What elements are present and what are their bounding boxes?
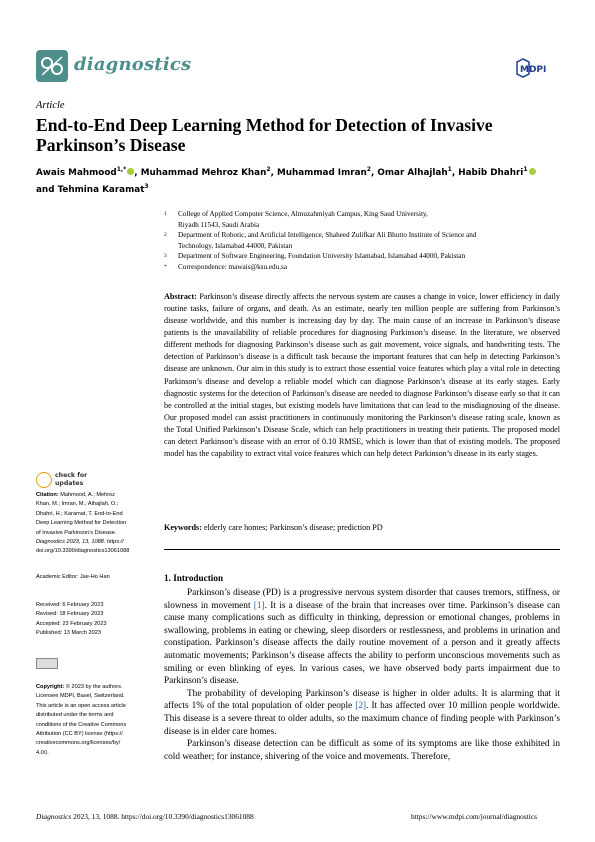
article-type: Article xyxy=(36,100,65,111)
orcid-icon xyxy=(529,168,536,175)
license-link[interactable]: creativecommons.org/licenses/by/ xyxy=(36,740,121,747)
check-updates-link[interactable]: check for updates xyxy=(55,472,88,487)
mdpi-logo xyxy=(515,58,553,78)
citation-link[interactable]: [2] xyxy=(355,701,367,712)
introduction-body xyxy=(164,587,560,763)
author-list: Awais Mahmood$^{1,*}$ , Muhammad Mehroz Khan$^2$, Muhammad Imran$^2$, Omar Alhajlah$^1$, Habib Dhahri$^1$ and Tehmina Karamat$^3$ xyxy=(36,163,561,197)
published-date: Published: 13 March 2023 xyxy=(36,630,101,637)
keywords-text: elderly care homes; Parkinson’s disease; prediction PD xyxy=(203,523,383,532)
title-line: End-to-End Deep Learning Method for Detection of Invasive xyxy=(36,115,493,135)
copyright-block: Copyright: © 2023 by the authors. Licensee MDPI, Basel, Switzerland. This article is an open access article distributed under the terms and conditions of the Creative Commons Attribution (CC BY) license (https:// creativecommons.org/licenses/by/ 4.0/). xyxy=(36,684,127,756)
title-line: Parkinson’s Disease xyxy=(36,135,186,155)
received-date: Received: 6 February 2023 xyxy=(36,602,104,608)
accepted-date: Accepted: 23 February 2023 xyxy=(36,620,107,627)
abstract xyxy=(164,291,560,460)
keywords xyxy=(164,522,560,534)
author: Omar Alhajlah xyxy=(377,167,448,178)
footer-url[interactable]: https://www.mdpi.com/journal/diagnostics xyxy=(411,812,537,821)
paragraph: The probability of developing Parkinson’s disease is higher in older adults. It is alarming that it affects 1% of the total population of older people [2]. It has affected over 10 million people worldwide. This disease is a severe threat to older adults, so the maximum chance of finding people with Parkinson’s disease is in elder care homes. xyxy=(164,688,560,737)
check-updates-icon[interactable] xyxy=(36,472,52,488)
abstract-label: Abstract: xyxy=(164,292,197,301)
academic-editor: Academic Editor: Jae-Ho Han xyxy=(36,574,110,580)
affiliations: 1 College of Applied Computer Science, Almuzahmiyah Campus, King Saud University, Riyadh 11543, Saudi Arabia 2 Department of Robotic, and Artificial Intelligence, Shaheed Zulifkar Ali Bhutto Institute of Science and Technology, Islamabad 44000, Pakistan 3 Department of Software Engineering, Foundation University Islamabad, Islamabad 44000, Pakistan * Correspondence: mawais@ksu.edu.sa xyxy=(164,210,477,271)
paragraph: Parkinson’s disease detection can be difficult as some of its symptoms are like those exhibited in cold weather; for instance, shivering of the voice and movements. Therefore, xyxy=(164,739,560,762)
publisher-logo-text: MDPI xyxy=(520,65,547,75)
divider xyxy=(164,549,560,550)
cc-by-badge-icon xyxy=(36,658,58,669)
section-heading: 1. Introduction xyxy=(164,573,224,583)
abstract-text: Parkinson’s disease directly affects the nervous system are causes a change in voice, lower efficiency in daily routine tasks, failure of organs, and death. As an estimate, nearly ten million people are suffering from Parkinson’s disease worldwide, and this number is increasing day by day. The main cause of an increase in Parkinson’s disease patients is the unavailability of reliable procedures for diagnosing Parkinson’s disease. In the literature, we observed different methods for diagnosing Parkinson’s disease such as gait movement, voice signals, and handwriting tests. The detection of Parkinson’s disease is a difficult task because the important features that can help in detecting Parkinson’s disease are unknown. Our aim in this study is to extract those essential voice features which play a vital role in detecting Parkinson’s disease and develop a reliable model which can diagnose Parkinson’s disease at its early stages. Early diagnostic systems for the detection of Parkinson’s disease are needed to diagnose Parkinson’s disease early so that it can be controlled at the initial stages, but existing models have limitations that can lead to the misdiagnosing of the disease. Our proposed model can assist practitioners in continuously monitoring the Parkinson’s disease rating scale, known as the Total Unified Parkinson’s Disease Scale, which can help practitioners in treating their patients. The proposed model can detect Parkinson’s disease with an error of 0.10 RMSE, which is lower than that of existing models. The proposed model has the capability to extract vital voice features which can help detect Parkinson’s disease in its early stages. xyxy=(164,292,560,459)
paper-title xyxy=(36,115,556,155)
dates-block xyxy=(36,601,153,639)
revised-date: Revised: 18 February 2023 xyxy=(36,611,104,618)
author: Tehmina Karamat xyxy=(57,184,145,195)
citation-link[interactable]: [1] xyxy=(253,600,265,611)
journal-name: diagnostics xyxy=(74,54,192,75)
footer-citation: Diagnostics 2023, 13, 1088. https://doi.org/10.3390/diagnostics13061088 xyxy=(36,812,254,821)
author: Awais Mahmood xyxy=(36,167,117,178)
paragraph: Parkinson’s disease (PD) is a progressive nervous system disorder that causes tremors, stiffness, or slowness in movement [1]. It is a disease of the brain that increases over time. Parkinson’s disease can cause many complications such as difficulty in thinking, depression or emotional changes, problems in swallowing, problems in eating or chewing, sleep disorders or restlessness, and problems in urination and constipation. Parkinson’s disease affects the daily routine movement of a person and it greatly affects automatic movements; Parkinson’s disease affects the ability to perform unconscious movements such as smiling or even blinking of eyes. In various cases, we have observed body parts impairment due to Parkinson’s disease. xyxy=(164,588,560,687)
orcid-icon xyxy=(127,168,134,175)
journal-logo-icon xyxy=(36,50,68,82)
keywords-label: Keywords: xyxy=(164,523,202,532)
doi-link[interactable]: doi.org/10.3390/diagnostics13061088 xyxy=(36,548,130,555)
citation-block: Citation: Mahmood, A.; Mehroz Khan, M.; Imran, M.; Alhajlah, O.; Dhahri, H.; Karamat, T. End-to-End Deep Learning Method for Detection of Invasive Parkinson’s Disease. Diagnostics 2023, 13, 1088. https:// doi.org/10.3390/diagnostics13061088 xyxy=(36,492,130,555)
correspondence[interactable]: Correspondence: mawais@ksu.edu.sa xyxy=(178,262,288,271)
author: Muhammad Imran xyxy=(276,167,367,178)
author: Muhammad Mehroz Khan xyxy=(140,167,267,178)
author: Habib Dhahri xyxy=(458,167,524,178)
